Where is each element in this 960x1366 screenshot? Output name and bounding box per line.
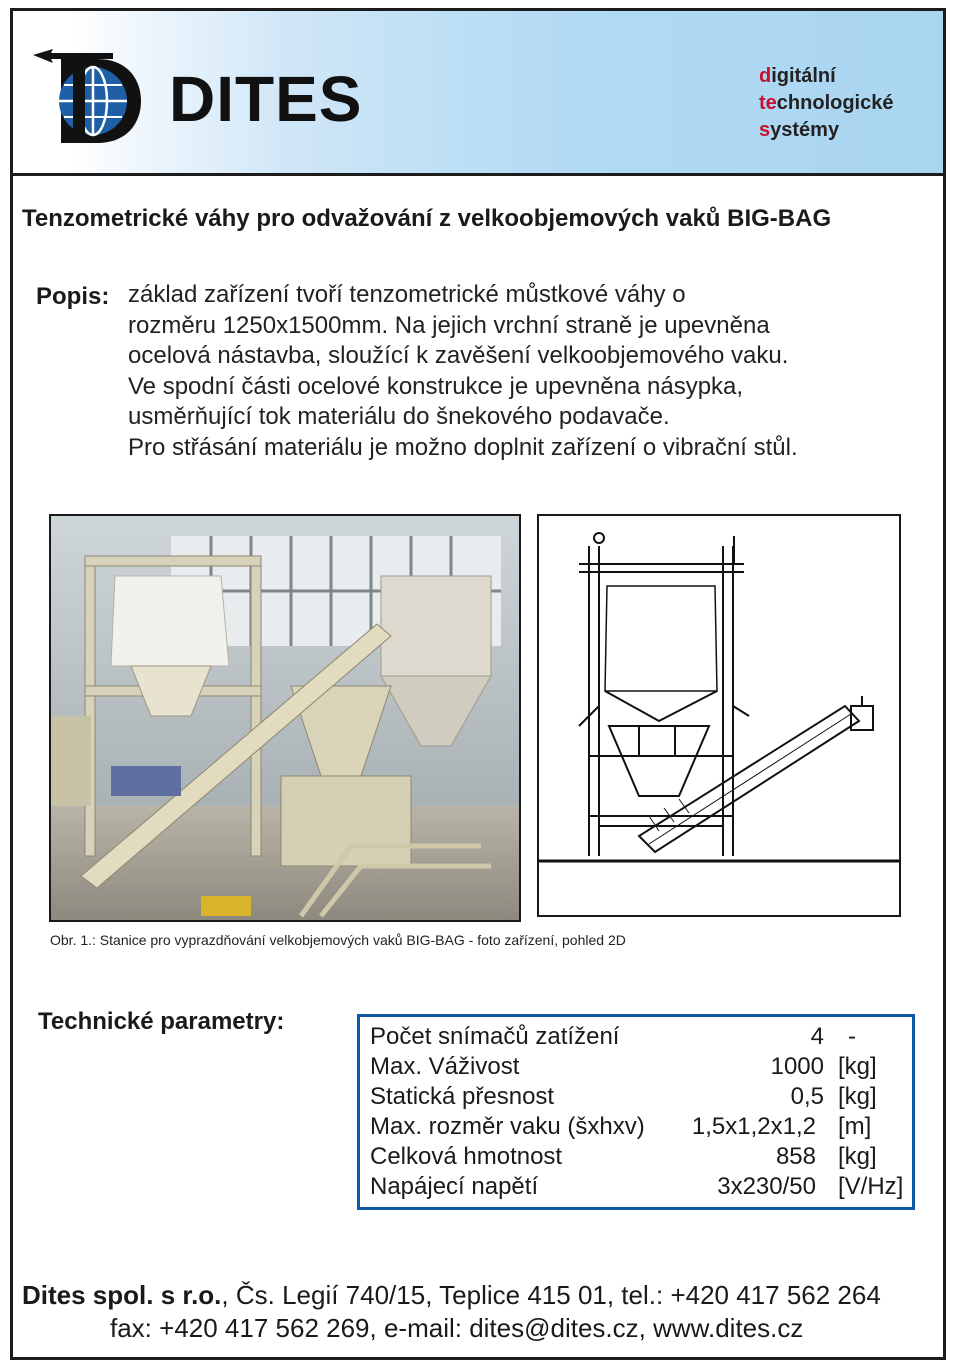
tagline-line-3: systémy (759, 119, 840, 141)
param-unit: - (848, 1023, 856, 1050)
param-unit: [m] (838, 1113, 872, 1140)
param-value: 1000 (770, 1053, 824, 1080)
param-name: Počet snímačů zatížení (370, 1023, 620, 1050)
description-line: Pro střásání materiálu je možno doplnit zařízení o vibrační stůl. (128, 433, 798, 461)
description-line: rozměru 1250x1500mm. Na jejich vrchní straně je upevněna (128, 311, 770, 339)
param-value: 0,5 (790, 1083, 824, 1110)
param-name: Napájecí napětí (370, 1173, 539, 1200)
param-value: 3x230/50 (717, 1173, 816, 1200)
param-value: 858 (775, 1143, 816, 1170)
param-name: Statická přesnost (370, 1083, 555, 1110)
param-unit: [kg] (838, 1083, 877, 1110)
param-unit: [V/Hz] (838, 1173, 904, 1200)
technical-parameters-table (357, 1014, 915, 1210)
param-name: Celková hmotnost (370, 1143, 563, 1170)
footer-contact: fax: +420 417 562 269, e-mail: dites@dites.cz, www.dites.cz (110, 1313, 804, 1343)
param-value: 4 (810, 1023, 824, 1050)
equipment-photo (49, 514, 521, 922)
tagline (759, 63, 894, 144)
header-banner (10, 8, 946, 176)
footer-address: Dites spol. s r.o., Čs. Legií 740/15, Teplice 415 01, tel.: +420 417 562 264 (22, 1280, 881, 1310)
param-unit: [kg] (838, 1053, 877, 1080)
tagline-line-2: technologické (759, 92, 894, 114)
param-value: 1,5x1,2x1,2 (691, 1113, 816, 1140)
technical-drawing (537, 514, 901, 917)
figure-caption: Obr. 1.: Stanice pro vyprazdňování velkobjemových vaků BIG-BAG - foto zařízení, pohled 2D (50, 932, 626, 948)
description-line: Ve spodní části ocelové konstrukce je upevněna násypka, (128, 372, 744, 400)
document-title: Tenzometrické váhy pro odvažování z velkoobjemových vaků BIG-BAG (22, 205, 832, 232)
param-unit: [kg] (838, 1143, 877, 1170)
tagline-line-1: digitální (759, 65, 836, 87)
brand-name: DITES (169, 63, 363, 135)
technical-parameters-label: Technické parametry: (38, 1008, 285, 1035)
description-label: Popis: (36, 283, 110, 310)
dites-logo (31, 49, 151, 150)
description-line: usměrňující tok materiálu do šnekového podavače. (128, 403, 670, 430)
company-name: Dites spol. s r.o. (22, 1280, 222, 1310)
param-name: Max. Váživost (370, 1053, 520, 1080)
description-line: ocelová nástavba, sloužící k zavěšení velkoobjemového vaku. (128, 342, 789, 369)
description-text (128, 280, 798, 463)
param-name: Max. rozměr vaku (šxhxv) (370, 1113, 645, 1140)
description-line: základ zařízení tvoří tenzometrické můstkové váhy o (128, 281, 686, 308)
